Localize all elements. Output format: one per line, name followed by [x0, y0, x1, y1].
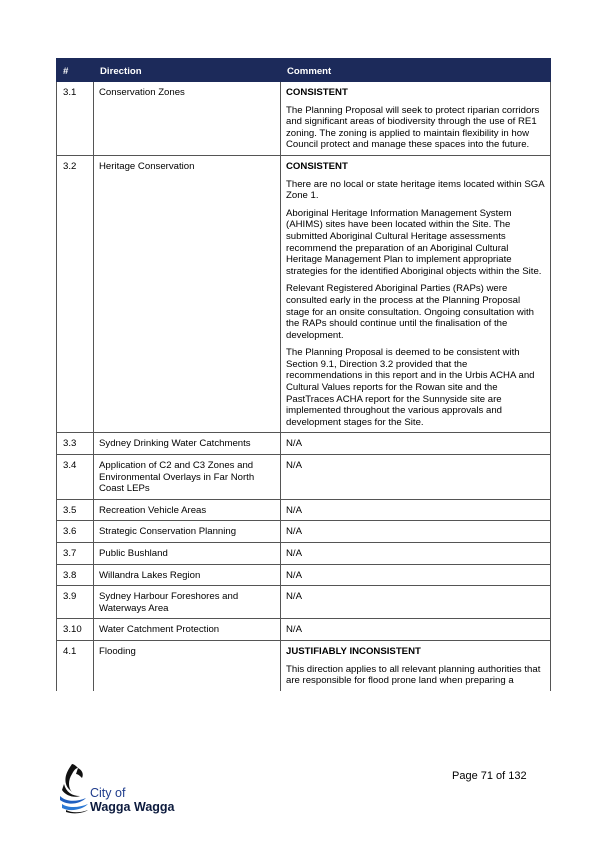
- direction-name: Sydney Harbour Foreshores and Waterways Area: [94, 586, 281, 619]
- header-number: #: [57, 59, 94, 82]
- direction-number: 3.9: [57, 586, 94, 619]
- crow-wave-logo-icon: [58, 762, 92, 814]
- table-row: [57, 543, 551, 565]
- table-row: [57, 155, 551, 432]
- direction-number: 3.10: [57, 619, 94, 641]
- table-row: [57, 640, 551, 690]
- table-row: [57, 619, 551, 641]
- table-row: [57, 521, 551, 543]
- direction-comment: [281, 586, 551, 619]
- comment-paragraph: N/A: [286, 438, 302, 450]
- page-number: Page 71 of 132: [452, 770, 527, 782]
- comment-verdict: CONSISTENT: [286, 160, 348, 172]
- logo-line-2: Wagga Wagga: [90, 800, 175, 814]
- direction-number: 3.2: [57, 155, 94, 432]
- direction-number: 3.5: [57, 499, 94, 521]
- direction-name: Public Bushland: [94, 543, 281, 565]
- table-row: [57, 564, 551, 586]
- direction-name: Willandra Lakes Region: [94, 564, 281, 586]
- direction-comment: [281, 619, 551, 641]
- table-row: [57, 82, 551, 156]
- direction-name: Strategic Conservation Planning: [94, 521, 281, 543]
- logo-text: [90, 786, 175, 814]
- direction-number: 3.4: [57, 455, 94, 500]
- header-comment: Comment: [281, 59, 551, 82]
- header-direction: Direction: [94, 59, 281, 82]
- direction-name: Flooding: [94, 640, 281, 690]
- direction-number: 3.8: [57, 564, 94, 586]
- comment-verdict: JUSTIFIABLY INCONSISTENT: [286, 645, 421, 657]
- comment-paragraph: There are no local or state heritage items located within SGA Zone 1.: [286, 178, 545, 202]
- table-row: [57, 455, 551, 500]
- comment-paragraph: Aboriginal Heritage Information Management System (AHIMS) sites have been located within the Site. The submitted Aboriginal Cultural Heritage assessments recommend the preparation of an Aboriginal Cultural Heritage Management Plan to implement appropriate strategies for the identified Aboriginal objects within the Site.: [286, 207, 542, 277]
- direction-comment: [281, 640, 551, 690]
- direction-comment: [281, 543, 551, 565]
- comment-paragraph: N/A: [286, 526, 302, 538]
- comment-paragraph: N/A: [286, 504, 302, 516]
- comment-paragraph: This direction applies to all relevant planning authorities that are responsible for flood prone land when preparing a: [286, 663, 541, 687]
- directions-table: [56, 58, 551, 691]
- comment-verdict: CONSISTENT: [286, 87, 348, 98]
- comment-paragraph: The Planning Proposal will seek to protect riparian corridors and significant areas of biodiversity through the use of RE1 zoning. The zoning is applied to maintain flexibility in how Council protect and manage these spaces into the future.: [286, 104, 540, 151]
- comment-paragraph: The Planning Proposal is deemed to be consistent with Section 9.1, Direction 3.2 provided that the recommendations in this report and in the Urbis ACHA and Cultural Values reports for the Rowan site and the PastTraces ACHA report for the Sunnyside site are implemented throughout the various approvals and development stages for the Site.: [286, 347, 535, 428]
- comment-paragraph: N/A: [286, 460, 302, 472]
- direction-name: Water Catchment Protection: [94, 619, 281, 641]
- direction-name: Conservation Zones: [94, 82, 281, 156]
- direction-comment: [281, 433, 551, 455]
- comment-paragraph: N/A: [286, 591, 302, 603]
- direction-number: 3.1: [57, 82, 94, 156]
- direction-comment: [281, 455, 551, 500]
- direction-comment: [281, 564, 551, 586]
- direction-name: Recreation Vehicle Areas: [94, 499, 281, 521]
- table-row: [57, 433, 551, 455]
- comment-paragraph: N/A: [286, 569, 302, 581]
- comment-paragraph: Relevant Registered Aboriginal Parties (RAPs) were consulted early in the process at the Planning Proposal stage for an onsite consultation. Ongoing consultation with the RAPs should continue until the finalisation of the development.: [286, 283, 534, 341]
- table-header-row: [57, 59, 551, 82]
- direction-comment: [281, 521, 551, 543]
- table-row: [57, 586, 551, 619]
- direction-number: 4.1: [57, 640, 94, 690]
- direction-name: Application of C2 and C3 Zones and Environmental Overlays in Far North Coast LEPs: [94, 455, 281, 500]
- table-row: [57, 499, 551, 521]
- comment-paragraph: N/A: [286, 624, 302, 636]
- direction-comment: [281, 82, 551, 156]
- direction-number: 3.6: [57, 521, 94, 543]
- direction-name: Sydney Drinking Water Catchments: [94, 433, 281, 455]
- comment-paragraph: N/A: [286, 548, 302, 559]
- direction-comment: [281, 155, 551, 432]
- logo-line-1: City of: [90, 786, 126, 800]
- direction-comment: [281, 499, 551, 521]
- direction-number: 3.7: [57, 543, 94, 565]
- direction-name: Heritage Conservation: [94, 155, 281, 432]
- direction-number: 3.3: [57, 433, 94, 455]
